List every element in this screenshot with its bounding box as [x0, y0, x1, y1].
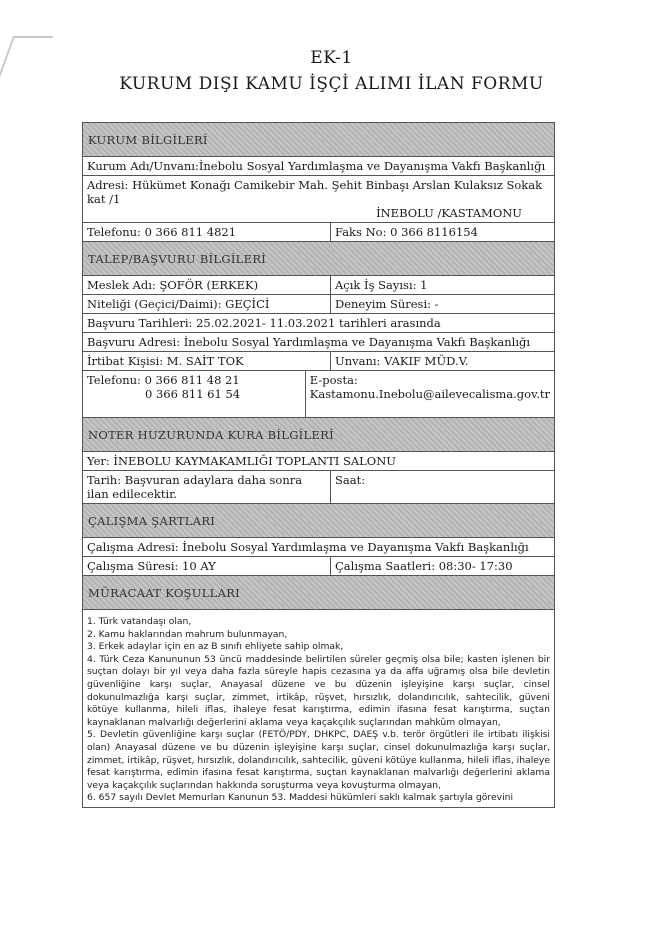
kura-saat: Saat:	[335, 473, 366, 487]
unvan: Unvanı: VAKIF MÜD.V.	[335, 354, 469, 368]
row-kurum-adres	[83, 176, 554, 223]
eposta	[306, 371, 554, 417]
row-calisma-sure	[83, 557, 554, 576]
section-talep-heading: TALEP/BAŞVURU BİLGİLERİ	[83, 242, 554, 276]
muracaat-kosullari-list	[83, 610, 554, 807]
kurum-faks: Faks No: 0 366 8116154	[335, 225, 478, 239]
telefon-2: 0 366 811 61 54	[145, 387, 241, 401]
telefon-1: Telefonu: 0 366 811 48 21	[87, 373, 240, 387]
basvuru-adresi: Başvuru Adresi: İnebolu Sosyal Yardımlaşma ve Dayanışma Vakfı Başkanlığı	[87, 335, 531, 349]
calisma-adresi: Çalışma Adresi: İnebolu Sosyal Yardımlaşma ve Dayanışma Vakfı Başkanlığı	[87, 540, 529, 554]
kosul-item: 1. Türk vatandaşı olan,	[87, 616, 192, 627]
form-title: KURUM DIŞI KAMU İŞÇİ ALIMI İLAN FORMU	[119, 74, 544, 94]
kura-yer: Yer: İNEBOLU KAYMAKAMLIĞI TOPLANTI SALONU	[87, 454, 396, 468]
acik-is-sayisi: Açık İş Sayısı: 1	[335, 278, 428, 292]
kosul-item: 5. Devletin güvenliğine karşı suçlar (FETÖ/PDY, DHKPC, DAEŞ v.b. terör örgütleri ile irtibatı ilişkisi olan) Anayasal düzene ve bu düzenin işleyişine karşı suçlar, cinsel dokunulmazlığa karşı suçlar, zimmet, irtikâp, rüşvet, hırsızlık, dolandırıcılık, sahtecilik, güveni kötüye kullanma, hileli iflas, ihaleye fesat karıştırma, edimin ifasına fesat karıştırma, suçtan kaynaklanan malvarlığı değerlerini aklama veya kaçakçılık suçlarından hakkında soruşturma veya kovuşturma olmayan,	[87, 729, 550, 791]
section-noter-heading: NOTER HUZURUNDA KURA BİLGİLERİ	[83, 418, 554, 452]
row-basvuru-tarihleri	[83, 314, 554, 333]
calisma-suresi: Çalışma Süresi: 10 AY	[83, 557, 331, 575]
kosul-item: 6. 657 sayılı Devlet Memurları Kanunun 53. Maddesi hükümleri saklı kalmak şartıyla görevini	[87, 792, 513, 804]
row-muracaat-kosullari	[83, 610, 554, 807]
meslek-adi: Meslek Adı: ŞOFÖR (ERKEK)	[83, 276, 331, 294]
row-irtibat	[83, 352, 554, 371]
row-kurum-iletisim	[83, 223, 554, 242]
row-iletisim	[83, 371, 554, 418]
niteligi: Niteliği (Geçici/Daimi): GEÇİCİ	[83, 295, 331, 313]
kosul-item: 4. Türk Ceza Kanununun 53 üncü maddesinde belirtilen süreler geçmiş olsa bile; kasten işlenen bir suçtan dolayı bir yıl veya daha fazla süreyle hapis cezasına ya da affa uğramış olsa bile devletin güvenliğine karşı suçlar, Anayasal düzene ve bu düzenin işleyişine karşı suçlar, cinsel dokunulmazlığa karşı suçlar, zimmet, irtikâp, rüşvet, hırsızlık, dolandırıcılık, sahtecilik, güveni kötüye kullanma, hileli iflas, ihaleye fesat karıştırma, edimin ifasına fesat karıştırma, suçtan kaynaklanan malvarlığı değerlerini aklama veya kaçakçılık suçlarından mahkûm olmayan,	[87, 653, 550, 728]
row-calisma-adresi	[83, 538, 554, 557]
kosul-item: 2. Kamu haklarından mahrum bulunmayan,	[87, 628, 288, 640]
row-kurum-adi	[83, 157, 554, 176]
kosul-item: 3. Erkek adaylar için en az B sınıfı ehliyete sahip olmak,	[87, 641, 344, 653]
kurum-adi: Kurum Adı/Unvanı:İnebolu Sosyal Yardımlaşma ve Dayanışma Vakfı Başkanlığı	[87, 159, 546, 173]
kurum-adres-line1: Adresi: Hükümet Konağı Camikebir Mah. Şehit Binbaşı Arslan Kulaksız Sokak kat /1	[87, 178, 543, 206]
kurum-adres-line2: İNEBOLU /KASTAMONU	[376, 206, 522, 220]
section-muracaat-heading: MÜRACAAT KOŞULLARI	[83, 576, 554, 610]
eposta-label: E-posta:	[309, 373, 358, 387]
irtibat-telefon	[83, 371, 306, 417]
row-nitelik	[83, 295, 554, 314]
irtibat-kisisi: İrtibat Kişisi: M. SAİT TOK	[83, 352, 331, 370]
kura-tarih: Tarih: Başvuran adaylara daha sonra ilan edilecektir.	[83, 471, 331, 503]
kurum-adres	[83, 176, 554, 222]
section-kurum-heading: KURUM BİLGİLERİ	[83, 123, 554, 157]
document-header	[0, 48, 663, 94]
eposta-address: Kastamonu.Inebolu@ailevecalisma.gov.tr	[309, 387, 550, 401]
row-kura-yer	[83, 452, 554, 471]
announcement-form	[82, 122, 555, 808]
section-calisma-heading: ÇALIŞMA ŞARTLARI	[83, 504, 554, 538]
basvuru-tarihleri: Başvuru Tarihleri: 25.02.2021- 11.03.2021 tarihleri arasında	[87, 316, 441, 330]
kurum-telefon: Telefonu: 0 366 811 4821	[83, 223, 331, 241]
deneyim-suresi: Deneyim Süresi: -	[335, 297, 439, 311]
row-basvuru-adresi	[83, 333, 554, 352]
calisma-saatleri: Çalışma Saatleri: 08:30- 17:30	[335, 559, 513, 573]
row-meslek	[83, 276, 554, 295]
annex-number: EK-1	[310, 48, 353, 68]
row-kura-tarih	[83, 471, 554, 504]
